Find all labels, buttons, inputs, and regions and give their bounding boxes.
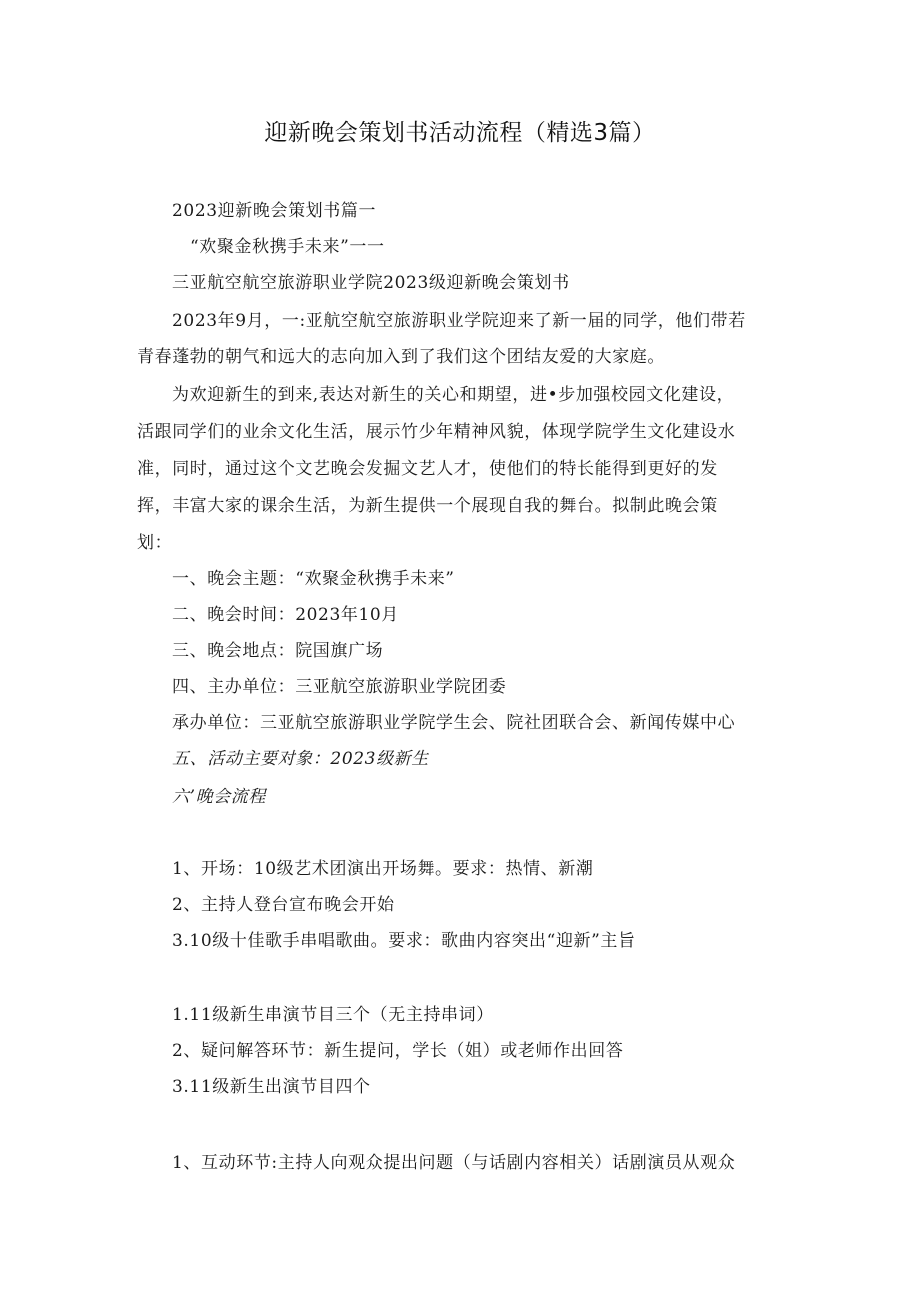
- theme-slogan: “欢聚金秋携手未来”一一: [190, 237, 385, 257]
- paragraph-line: 准，同时，通过这个文艺晚会发掘文艺人才，使他们的特长能得到更好的发: [137, 459, 718, 479]
- list-item: 一、晚会主题：“欢聚金秋携手未来”: [172, 569, 455, 589]
- section-heading-1: 2023迎新晚会策划书篇一: [172, 201, 377, 221]
- list-item: 五、活动主要对象：2023级新生: [172, 749, 429, 769]
- list-item: 四、主办单位：三亚航空旅游职业学院团委: [172, 677, 507, 697]
- program-item: 2、疑问解答环节：新生提问，学长（姐）或老师作出回答: [172, 1041, 624, 1061]
- list-item: 六’晚会流程: [172, 787, 267, 807]
- list-item: 承办单位：三亚航空旅游职业学院学生会、院社团联合会、新闻传媒中心: [172, 713, 736, 733]
- program-item: 1、开场：10级艺术团演出开场舞。要求：热情、新潮: [172, 859, 594, 879]
- program-item: 1、互动环节:主持人向观众提出问题（与话剧内容相关）话剧演员从观众: [172, 1153, 736, 1173]
- program-item: 2、主持人登台宣布晚会开始: [172, 895, 395, 915]
- paragraph-line: 划：: [137, 533, 173, 553]
- program-item: 3.10级十佳歌手串唱歌曲。要求：歌曲内容突出“迎新”主旨: [172, 931, 636, 951]
- paragraph-line: 活跟同学们的业余文化生活，展示竹少年精神风貌，体现学院学生文化建设水: [137, 422, 736, 442]
- list-item: 三、晚会地点：院国旗广场: [172, 641, 384, 661]
- document-title: 迎新晚会策划书活动流程（精选3篇）: [264, 120, 656, 146]
- program-item: 3.11级新生出演节目四个: [172, 1077, 371, 1097]
- paragraph-line: 挥，丰富大家的课余生活，为新生提供一个展现自我的舞台。拟制此晚会策: [137, 496, 718, 516]
- paragraph-line: 2023年9月，一:亚航空航空旅游职业学院迎来了新一届的同学，他们带若: [172, 311, 746, 331]
- paragraph-line: 为欢迎新生的到来,表达对新生的关心和期望，进•步加强校园文化建设，: [172, 385, 735, 405]
- program-item: 1.11级新生串演节目三个（无主持串词）: [172, 1005, 494, 1025]
- list-item: 二、晚会时间：2023年10月: [172, 605, 399, 625]
- paragraph-line: 青春蓬勃的朝气和远大的志向加入到了我们这个团结友爱的大家庭。: [137, 347, 665, 367]
- plan-title: 三亚航空航空旅游职业学院2023级迎新晚会策划书: [172, 273, 570, 293]
